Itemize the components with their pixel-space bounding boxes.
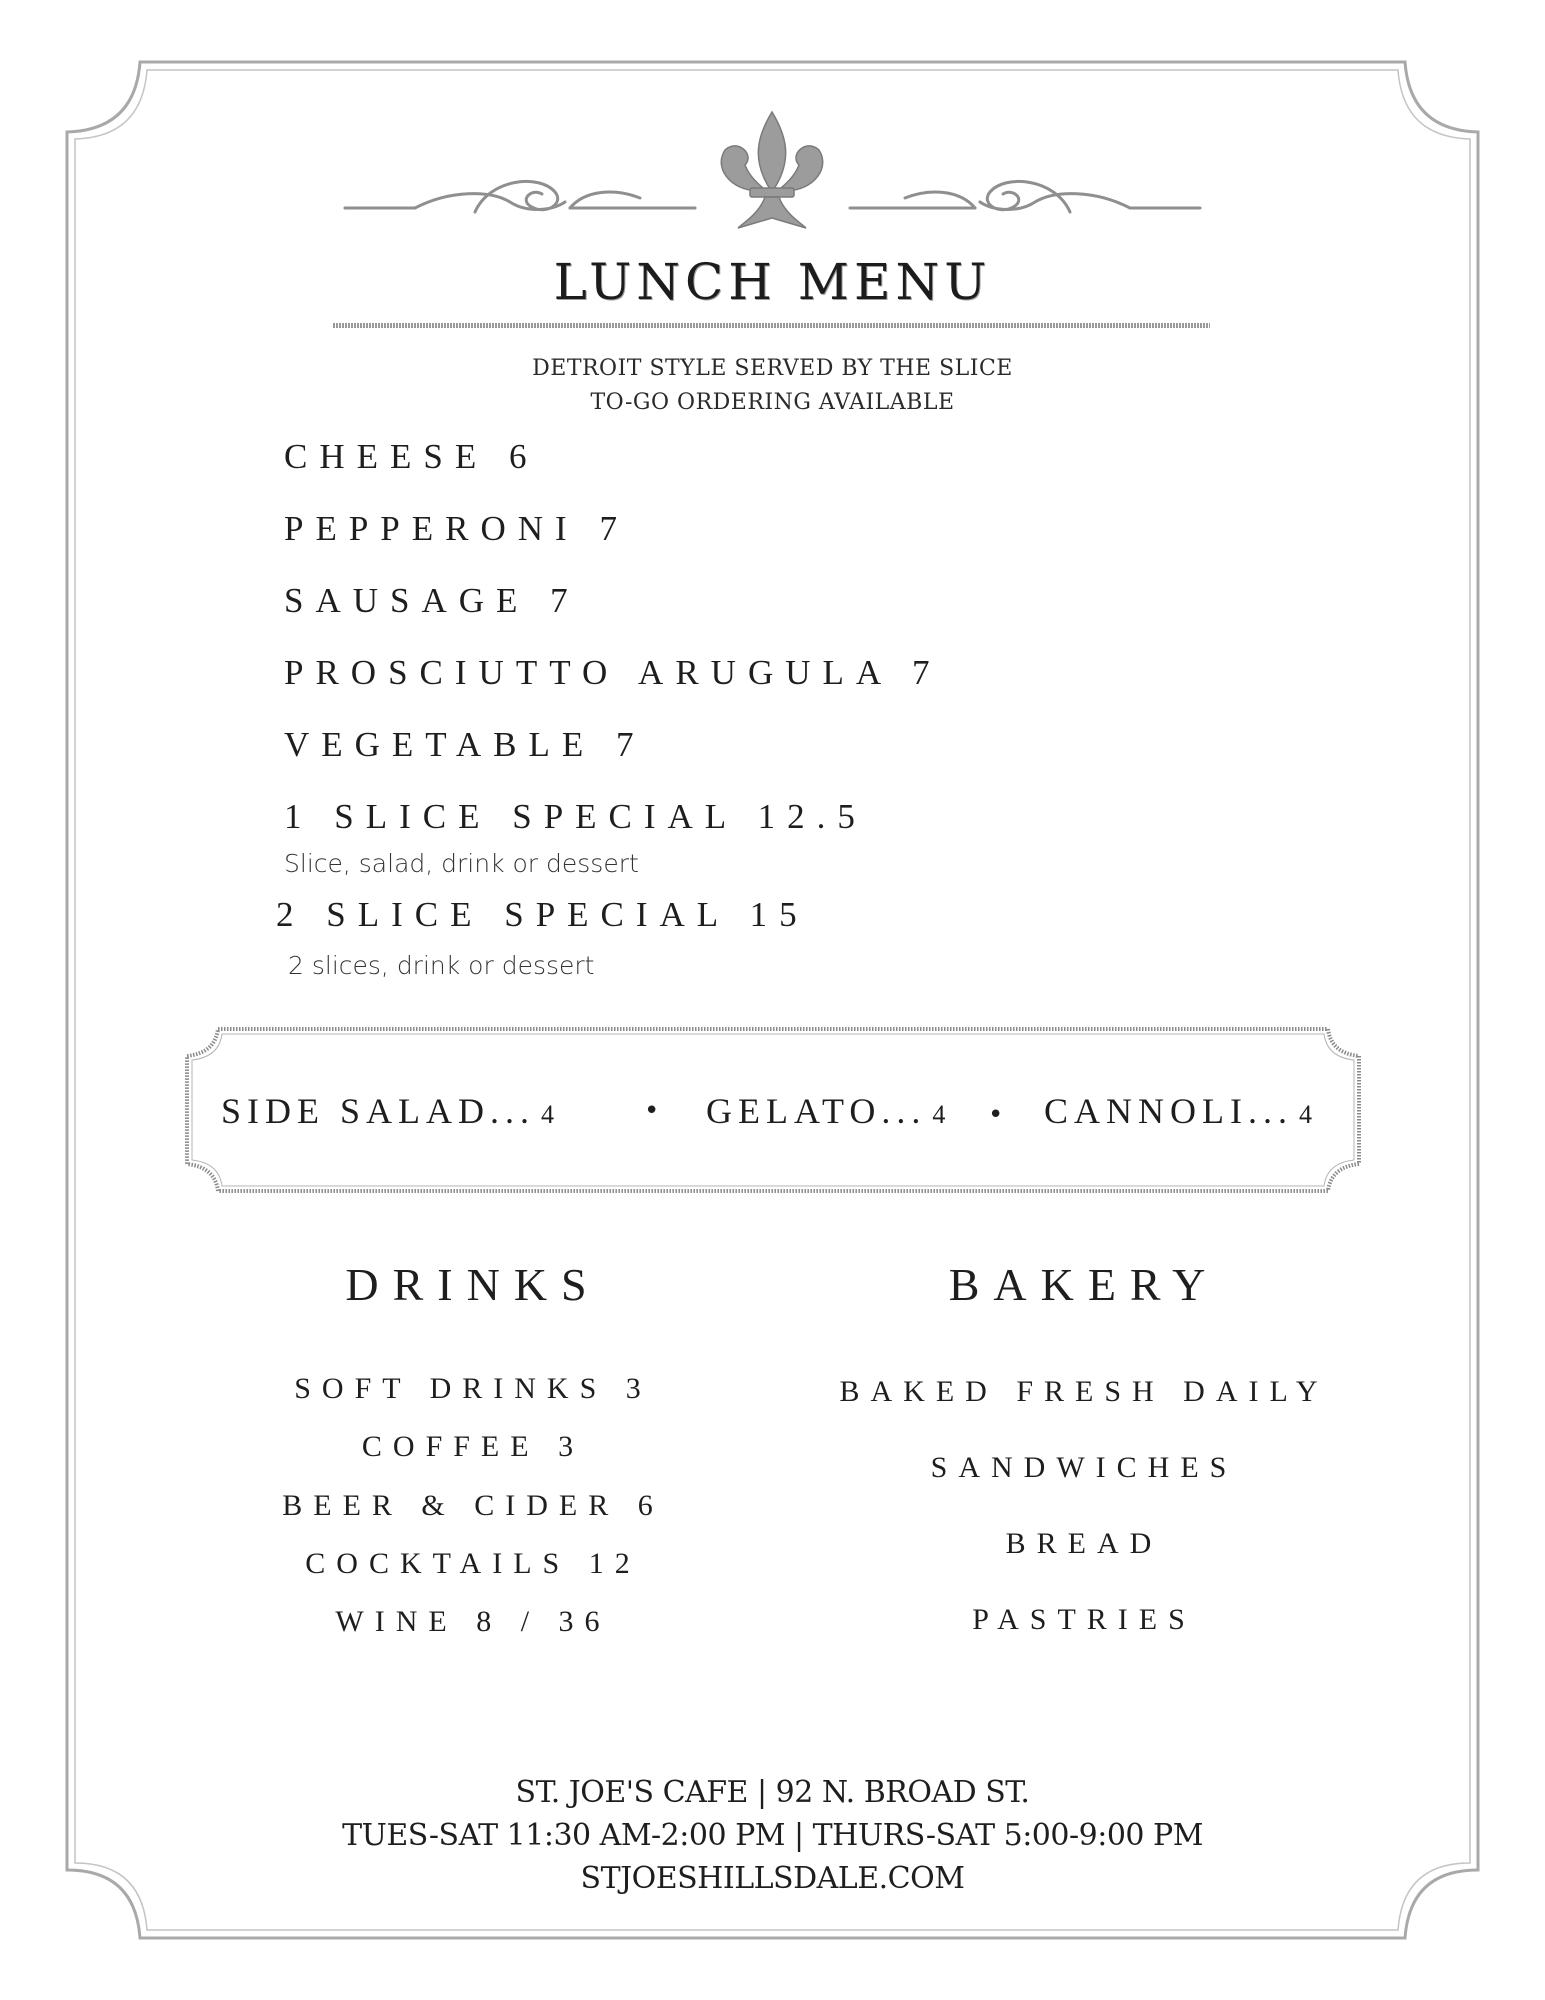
side-item-name: SIDE SALAD... bbox=[221, 1091, 536, 1131]
side-item-gelato bbox=[706, 1090, 946, 1132]
side-item-price: 4 bbox=[932, 1100, 947, 1129]
drinks-item: BEER & CIDER 6 bbox=[282, 1489, 664, 1522]
bakery-heading: BAKERY bbox=[948, 1259, 1220, 1310]
drinks-heading: DRINKS bbox=[345, 1259, 601, 1310]
bullet-separator: • bbox=[988, 1100, 1004, 1130]
drinks-item: WINE 8 / 36 bbox=[335, 1605, 611, 1638]
side-item-name: CANNOLI... bbox=[1044, 1091, 1293, 1131]
footer-hours: TUES-SAT 11:30 AM-2:00 PM | THURS-SAT 5:00-9:00 PM bbox=[342, 1818, 1203, 1853]
menu-item-prosciutto-arugula: PROSCIUTTO ARUGULA 7 bbox=[284, 653, 942, 692]
side-item-price: 4 bbox=[541, 1100, 556, 1129]
footer-address: ST. JOE'S CAFE | 92 N. BROAD ST. bbox=[515, 1775, 1030, 1810]
menu-item-2-slice-special-desc: 2 slices, drink or dessert bbox=[288, 951, 595, 980]
menu-item-pepperoni: PEPPERONI 7 bbox=[284, 509, 629, 548]
menu-title: LUNCH MENU bbox=[553, 253, 992, 311]
title-divider bbox=[333, 323, 1210, 328]
menu-item-vegetable: VEGETABLE 7 bbox=[284, 725, 646, 764]
menu-item-sausage: SAUSAGE 7 bbox=[284, 581, 580, 620]
menu-item-1-slice-special-desc: Slice, salad, drink or dessert bbox=[284, 849, 639, 878]
menu-item-1-slice-special: 1 SLICE SPECIAL 12.5 bbox=[284, 797, 867, 836]
menu-item-cheese: CHEESE 6 bbox=[284, 437, 539, 476]
menu-item-2-slice-special: 2 SLICE SPECIAL 15 bbox=[276, 895, 809, 934]
drinks-item: COCKTAILS 12 bbox=[305, 1547, 641, 1580]
fleur-de-lis-ornament-icon bbox=[340, 100, 1205, 240]
side-item-side-salad bbox=[221, 1090, 555, 1132]
footer-website: STJOESHILLSDALE.COM bbox=[580, 1861, 965, 1896]
side-item-price: 4 bbox=[1298, 1100, 1313, 1129]
bullet-separator: • bbox=[644, 1096, 660, 1126]
bakery-item: BREAD bbox=[1005, 1527, 1163, 1560]
bakery-item: SANDWICHES bbox=[930, 1451, 1238, 1484]
drinks-item: COFFEE 3 bbox=[361, 1430, 585, 1463]
side-item-name: GELATO... bbox=[706, 1091, 927, 1131]
bakery-item: PASTRIES bbox=[972, 1603, 1196, 1636]
menu-subtitle-togo: TO-GO ORDERING AVAILABLE bbox=[590, 390, 955, 415]
side-item-cannoli bbox=[1044, 1090, 1313, 1132]
drinks-item: SOFT DRINKS 3 bbox=[294, 1372, 652, 1405]
menu-subtitle-style: DETROIT STYLE SERVED BY THE SLICE bbox=[532, 356, 1013, 381]
bakery-item: BAKED FRESH DAILY bbox=[839, 1375, 1329, 1408]
